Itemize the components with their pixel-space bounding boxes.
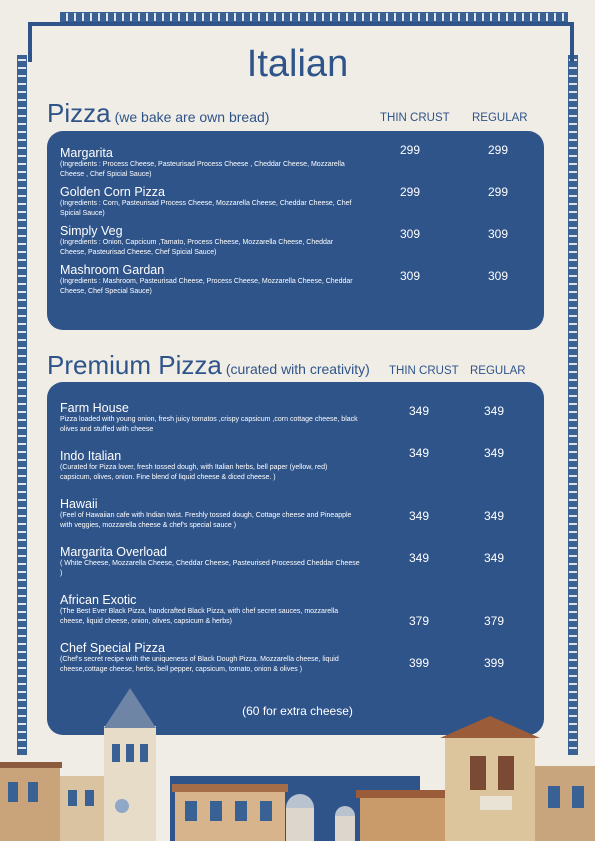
price-thin-crust: 299: [400, 185, 421, 199]
menu-item-description: (Curated for Pizza lover, fresh tossed dough, with Italian herbs, bell paper (yellow, red) capsicum, olives, onion. Fine blend of liquid cheese & diced cheese. ): [60, 464, 328, 481]
premium-col-regular: REGULAR: [470, 365, 526, 377]
menu-item-name: Hawaii: [60, 497, 98, 511]
menu-item-name: African Exotic: [60, 593, 137, 607]
premium-section-heading: [47, 350, 370, 381]
premium-subheading: (curated with creativity): [225, 361, 370, 377]
menu-item-description: Pizza loaded with young onion, fresh juicy tomatos ,crispy capsicum ,corn cottage cheese, black olives and stuffed with cheese: [60, 416, 358, 433]
menu-item: [60, 146, 360, 179]
price-regular: 379: [484, 614, 505, 628]
menu-item-description: (Ingredients : Onion, Capcicum ,Tamato, Process Cheese, Mozzarella Cheese, Cheddar Cheese, Pasteurisad Cheese, Chef Spicial Sauce): [60, 239, 334, 256]
price-regular: 309: [488, 227, 509, 241]
price-thin-crust: 349: [409, 509, 430, 523]
price-thin-crust: 349: [409, 551, 430, 565]
price-regular: 399: [484, 656, 505, 670]
menu-item-description: (Ingredients : Process Cheese, Pasteurisad Process Cheese , Cheddar Cheese, Mozzarella Cheese , Chef Spicial Sauce): [60, 161, 345, 178]
menu-item-description: (The Best Ever Black Pizza, handcrafted Black Pizza, with chef secret sauces, mozzarella cheese, liquid cheese, onion, olives, capsicum & herbs): [60, 608, 339, 625]
menu-item-name: Margarita Overload: [60, 545, 167, 559]
menu-item-description: (Ingredients : Corn, Pasteurisad Process Cheese, Mozzarella Cheese, Cheddar Cheese, Chef Spicial Sauce): [60, 200, 352, 217]
greek-key-border-top: [60, 12, 568, 22]
page-title: Italian: [246, 43, 349, 85]
price-regular: 349: [484, 551, 505, 565]
price-thin-crust: 349: [409, 404, 430, 418]
premium-col-thin-crust: THIN CRUST: [389, 365, 459, 377]
frame-line-top: [28, 22, 574, 26]
menu-item-description: (Feel of Hawaiian cafe with Indian twist. Freshly tossed dough, Cottage cheese and Pineapple with veggies, mozzarella cheese & chef's special sauce ): [60, 512, 352, 529]
menu-item-name: Farm House: [60, 401, 129, 415]
menu-item: [60, 401, 360, 434]
pizza-subheading: (we bake are own bread): [114, 109, 270, 125]
menu-item: [60, 185, 360, 218]
price-regular: 299: [488, 185, 509, 199]
menu-item-name: Mashroom Gardan: [60, 263, 165, 277]
menu-item: [60, 224, 360, 257]
menu-item-description: (Chef's secret recipe with the uniqueness of Black Dough Pizza. Mozzarella cheese, liquid cheese,cottage cheese, herbs, bell pepper, capsicum, tomato, onion & olives ): [60, 656, 339, 673]
price-regular: 299: [488, 143, 509, 157]
menu-item: [60, 449, 360, 482]
menu-item-name: Golden Corn Pizza: [60, 185, 165, 199]
greek-key-border-left: [17, 55, 27, 755]
price-regular: 309: [488, 269, 509, 283]
price-thin-crust: 399: [409, 656, 430, 670]
menu-item-name: Margarita: [60, 146, 113, 160]
pizza-heading: Pizza: [47, 98, 111, 128]
menu-item-description: (Ingredients : Mashroom, Pasteurisad Cheese, Process Cheese, Mozzarella Cheese, Cheddar Cheese, Chef Special Sauce): [60, 278, 353, 295]
price-thin-crust: 309: [400, 269, 421, 283]
venice-scenery-illustration: [0, 686, 595, 841]
greek-key-border-right: [568, 55, 578, 755]
menu-item-name: Indo Italian: [60, 449, 122, 463]
pizza-col-regular: REGULAR: [472, 112, 528, 124]
extra-cheese-note: (60 for extra cheese): [242, 704, 353, 718]
menu-item-description: ( White Cheese, Mozzarella Cheese, Cheddar Cheese, Pasteurised Processed Cheddar Cheese ): [60, 560, 360, 577]
price-thin-crust: 379: [409, 614, 430, 628]
menu-item-name: Simply Veg: [60, 224, 123, 238]
price-thin-crust: 299: [400, 143, 421, 157]
price-regular: 349: [484, 446, 505, 460]
menu-item-name: Chef Special Pizza: [60, 641, 165, 655]
menu-item: [60, 593, 360, 626]
menu-item: [60, 545, 360, 578]
premium-heading: Premium Pizza: [47, 350, 222, 380]
menu-item: [60, 641, 360, 674]
pizza-section-heading: [47, 98, 269, 129]
price-thin-crust: 309: [400, 227, 421, 241]
pizza-col-thin-crust: THIN CRUST: [380, 112, 450, 124]
price-regular: 349: [484, 404, 505, 418]
menu-item: [60, 497, 360, 530]
price-regular: 349: [484, 509, 505, 523]
price-thin-crust: 349: [409, 446, 430, 460]
menu-item: [60, 263, 360, 296]
